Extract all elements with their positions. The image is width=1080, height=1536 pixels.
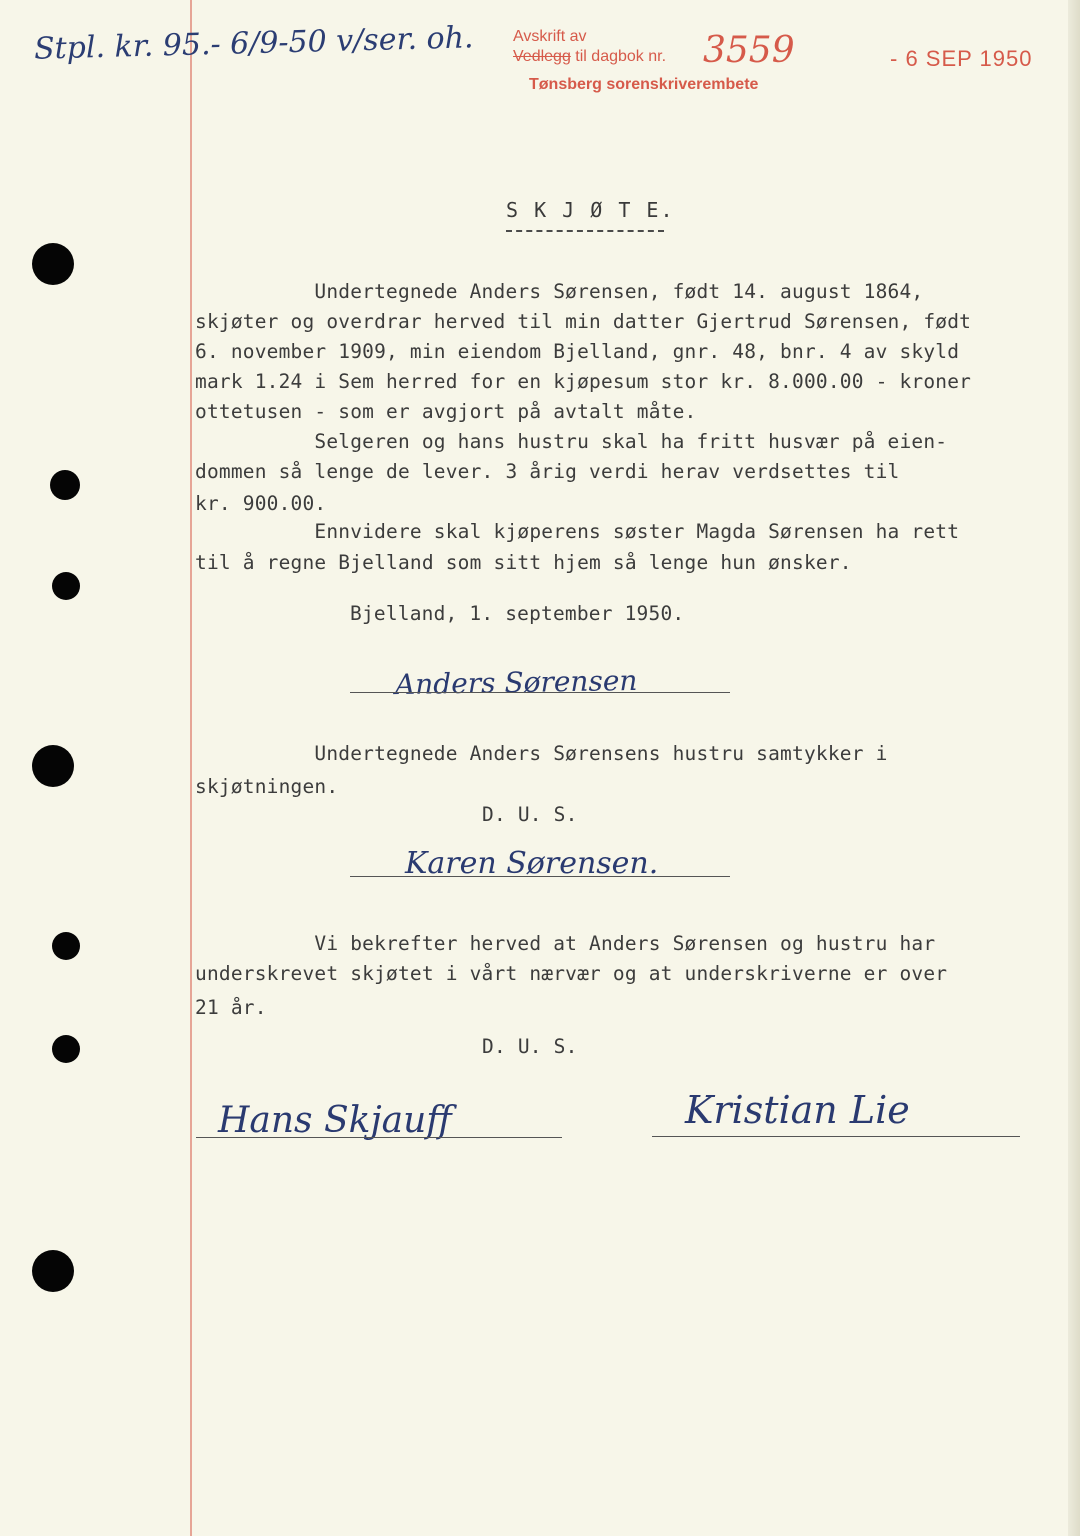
stamp-line-2-rest: til dagbok nr. [575,48,667,65]
title-underline [506,230,664,232]
signature-line [196,1137,562,1138]
dus-text: D. U. S. [482,1035,578,1058]
signature-witness-1: Hans Skjauff [218,1100,452,1141]
stamp-struck-word: Vedlegg [513,48,571,65]
signature-line [350,876,730,877]
place-date: Bjelland, 1. september 1950. [350,602,685,625]
stamp-line-1: Avskrift av [513,28,587,45]
signature-seller: Anders Sørensen [394,663,638,702]
dagbok-number: 3559 [703,30,795,71]
binder-hole [32,1250,74,1292]
handwritten-reference: Stpl. kr. 95.- 6/9-50 v/ser. oh. [33,20,474,67]
body-line: Undertegnede Anders Sørensen, født 14. august 1864, [195,280,924,303]
stamp-line-2 [513,48,666,66]
body-line: 6. november 1909, min eiendom Bjelland, gnr. 48, bnr. 4 av skyld [195,340,960,363]
signature-witness-2: Kristian Lie [685,1088,910,1132]
body-line: ottetusen - som er avgjort på avtalt måte. [195,400,697,423]
binder-hole [32,745,74,787]
binder-hole [52,932,80,960]
date-stamp: - 6 SEP 1950 [890,46,1033,71]
body-line: Ennvidere skal kjøperens søster Magda Sørensen ha rett [195,520,960,543]
body-line: dommen så lenge de lever. 3 årig verdi herav verdsettes til [195,460,900,483]
body-line: skjøter og overdrar herved til min datter Gjertrud Sørensen, født [195,310,972,333]
dus-text: D. U. S. [482,803,578,826]
binder-hole [52,1035,80,1063]
consent-line: skjøtningen. [195,775,339,798]
body-line: til å regne Bjelland som sitt hjem så lenge hun ønsker. [195,551,852,574]
witness-line: 21 år. [195,996,267,1019]
red-margin-line [190,0,192,1536]
signature-wife: Karen Sørensen. [405,846,659,881]
consent-line: Undertegnede Anders Sørensens hustru samtykker i [195,742,888,765]
body-line: mark 1.24 i Sem herred for en kjøpesum stor kr. 8.000.00 - kroner [195,370,972,393]
witness-line: underskrevet skjøtet i vårt nærvær og at underskriverne er over [195,962,948,985]
signature-line [350,692,730,693]
stamp-line-3: Tønsberg sorenskriverembete [529,76,759,93]
document-title: S K J Ø T E. [506,198,675,222]
witness-line: Vi bekrefter herved at Anders Sørensen og hustru har [195,932,936,955]
signature-line [652,1136,1020,1137]
body-line: kr. 900.00. [195,492,327,515]
page-edge-shadow [1068,0,1080,1536]
binder-hole [50,470,80,500]
body-line: Selgeren og hans hustru skal ha fritt husvær på eien- [195,430,948,453]
binder-hole [32,243,74,285]
binder-hole [52,572,80,600]
